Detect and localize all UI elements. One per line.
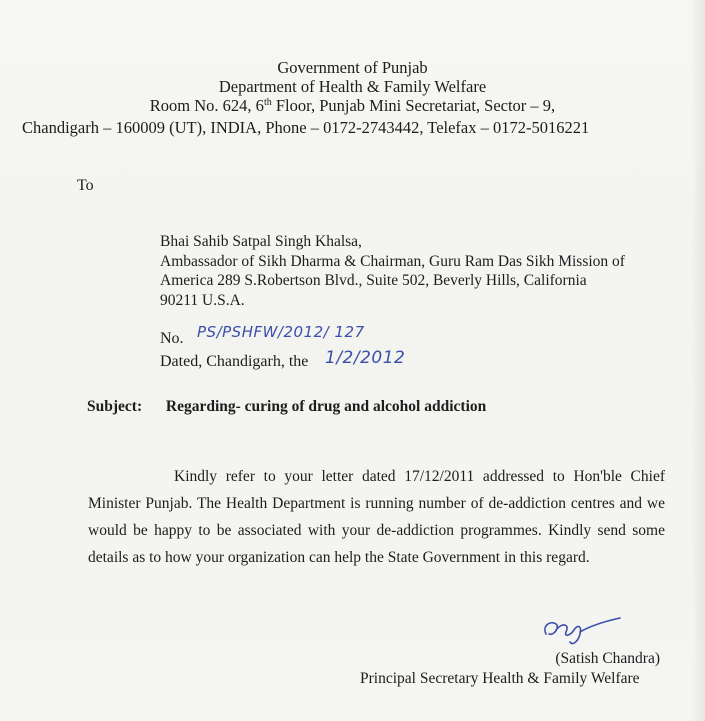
addressee-name: Bhai Sahib Satpal Singh Khalsa,	[160, 233, 362, 250]
signatory-title: Principal Secretary Health & Family Welfare	[360, 670, 640, 687]
subject-label: Subject:	[87, 398, 143, 415]
reference-number-label: No.	[160, 330, 184, 347]
letterhead-room-prefix: Room No. 624, 6	[149, 96, 264, 115]
addressee-line-4: 90211 U.S.A.	[160, 291, 245, 309]
reference-number-handwritten: PS/PSHFW/2012/ 127	[197, 323, 365, 341]
paper-edge-shadow	[691, 0, 705, 721]
signature-icon	[540, 612, 630, 648]
reference-date-label: Dated, Chandigarh, the	[160, 353, 309, 370]
reference-date-line	[160, 348, 406, 373]
letterhead-contact: Chandigarh – 160009 (UT), INDIA, Phone – 0172-2743442, Telefax – 0172-5016221	[22, 118, 590, 137]
signatory-name: (Satish Chandra)	[555, 650, 660, 667]
letterhead-government: Government of Punjab	[277, 58, 428, 77]
letterhead-room-sup: th	[263, 97, 272, 108]
reference-number-line	[160, 323, 365, 350]
addressee-line-2: Ambassador of Sikh Dharma & Chairman, Guru Ram Das Sikh Mission of	[160, 252, 625, 270]
letterhead-department: Department of Health & Family Welfare	[218, 77, 487, 96]
reference-block	[160, 323, 406, 373]
letterhead-room-address	[0, 96, 705, 116]
reference-date-handwritten: 1/2/2012	[325, 348, 406, 368]
subject-text: Regarding- curing of drug and alcohol addiction	[165, 398, 487, 415]
letter-body: Kindly refer to your letter dated 17/12/2011 addressed to Hon'ble Chief Minister Punjab. The Health Department is running number of de-addiction centres and we would be happy to be associated with your de-addiction programmes. Kindly send some details as to how your organization can help the State Government in this regard.	[88, 468, 665, 566]
subject-line	[87, 398, 486, 416]
to-label: To	[77, 177, 94, 194]
letterhead-room-suffix: Floor, Punjab Mini Secretariat, Sector – 9,	[271, 96, 556, 115]
addressee-block	[160, 232, 625, 310]
addressee-line-3: America 289 S.Robertson Blvd., Suite 502, Beverly Hills, California	[160, 272, 587, 289]
